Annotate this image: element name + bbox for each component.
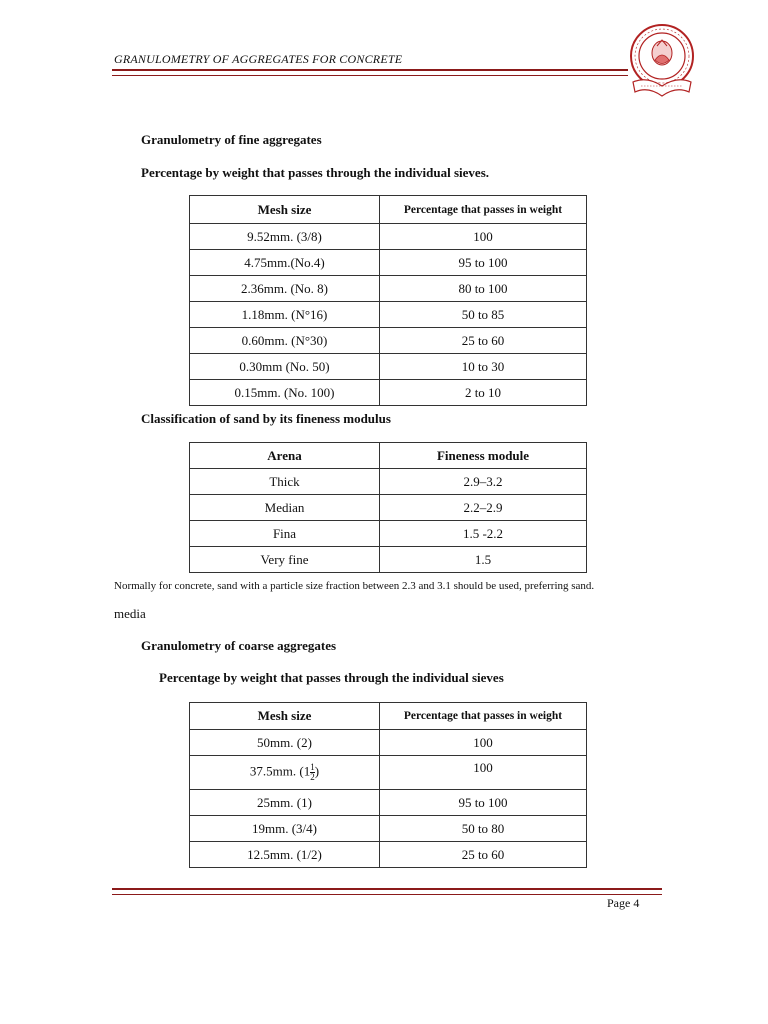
- percentage-cell: 25 to 60: [380, 842, 587, 868]
- mesh-size-cell: 2.36mm. (No. 8): [190, 276, 380, 302]
- mesh-size-cell: 0.15mm. (No. 100): [190, 380, 380, 406]
- percentage-cell: 25 to 60: [380, 328, 587, 354]
- sand-note-paragraph: Normally for concrete, sand with a particle size fraction between 2.3 and 3.1 should be used, preferring sand.: [114, 580, 595, 592]
- table-row: [190, 790, 587, 816]
- mesh-size-cell: 1.18mm. (N°16): [190, 302, 380, 328]
- sand-type-cell: Thick: [190, 469, 380, 495]
- percentage-cell: 80 to 100: [380, 276, 587, 302]
- percentage-cell: 100: [380, 224, 587, 250]
- table-row: [190, 842, 587, 868]
- table-row: [190, 730, 587, 756]
- fraction-numerator: 1: [310, 762, 315, 772]
- coarse-aggregates-subheading: Percentage by weight that passes through the individual sieves: [159, 670, 504, 685]
- percentage-cell: 95 to 100: [380, 250, 587, 276]
- footer-rule: [112, 888, 662, 895]
- fine-aggregates-heading: [136, 132, 322, 148]
- column-header-mesh-size: Mesh size: [190, 196, 380, 224]
- mesh-size-cell: 12.5mm. (1/2): [190, 842, 380, 868]
- fineness-value-cell: 2.9–3.2: [380, 469, 587, 495]
- table-row: [190, 547, 587, 573]
- column-header-arena: Arena: [190, 443, 380, 469]
- table-row: [190, 276, 587, 302]
- percentage-cell: 100: [380, 756, 587, 790]
- fineness-value-cell: 1.5 -2.2: [380, 521, 587, 547]
- table-row: [190, 302, 587, 328]
- mesh-size-text: 37.5mm. (1: [249, 763, 311, 779]
- column-header-percentage: Percentage that passes in weight: [380, 703, 587, 730]
- fine-aggregates-subheading-text: Percentage by weight that passes through the individual sieves.: [141, 165, 490, 180]
- sand-classification-heading: [136, 411, 391, 427]
- fine-aggregates-subheading: [136, 165, 489, 181]
- mesh-size-cell: 4.75mm.(No.4): [190, 250, 380, 276]
- table-row: [190, 756, 587, 790]
- table-row: [190, 224, 587, 250]
- fineness-value-cell: 1.5: [380, 547, 587, 573]
- running-header-title: GRANULOMETRY OF AGGREGATES FOR CONCRETE: [114, 52, 403, 66]
- table-row: [190, 250, 587, 276]
- mesh-size-cell: 19mm. (3/4): [190, 816, 380, 842]
- table-row: [190, 354, 587, 380]
- percentage-cell: 100: [380, 730, 587, 756]
- column-header-percentage: Percentage that passes in weight: [380, 196, 587, 224]
- sand-type-cell: Median: [190, 495, 380, 521]
- mesh-size-cell: 0.60mm. (N°30): [190, 328, 380, 354]
- percentage-cell: 95 to 100: [380, 790, 587, 816]
- table-row: [190, 495, 587, 521]
- table-row: [190, 380, 587, 406]
- table-header-row: [190, 703, 587, 730]
- fine-aggregates-table: [189, 195, 587, 406]
- table-row: [190, 521, 587, 547]
- column-header-mesh-size: Mesh size: [190, 703, 380, 730]
- header-rule: [112, 69, 628, 76]
- table-row: [190, 816, 587, 842]
- sand-fineness-table: [189, 442, 587, 573]
- column-header-fineness-module: Fineness module: [380, 443, 587, 469]
- university-seal-icon: [627, 20, 697, 102]
- sand-classification-heading-text: Classification of sand by its fineness modulus: [141, 411, 391, 426]
- coarse-aggregates-table: [189, 702, 587, 868]
- fraction-close-paren: ): [314, 763, 320, 779]
- table-header-row: [190, 196, 587, 224]
- percentage-cell: 10 to 30: [380, 354, 587, 380]
- mesh-size-cell: 0.30mm (No. 50): [190, 354, 380, 380]
- percentage-cell: 50 to 80: [380, 816, 587, 842]
- fineness-value-cell: 2.2–2.9: [380, 495, 587, 521]
- coarse-aggregates-heading: [136, 638, 336, 654]
- mesh-size-cell: [190, 756, 380, 790]
- percentage-cell: 2 to 10: [380, 380, 587, 406]
- coarse-aggregates-heading-text: Granulometry of coarse aggregates: [141, 638, 337, 653]
- percentage-cell: 50 to 85: [380, 302, 587, 328]
- mesh-size-cell: 50mm. (2): [190, 730, 380, 756]
- mesh-size-cell: 9.52mm. (3/8): [190, 224, 380, 250]
- table-header-row: [190, 443, 587, 469]
- page-number: Page 4: [607, 896, 640, 910]
- mesh-size-cell: 25mm. (1): [190, 790, 380, 816]
- table-row: [190, 469, 587, 495]
- sand-type-cell: Fina: [190, 521, 380, 547]
- sand-note-continuation: media: [114, 606, 146, 621]
- fine-aggregates-heading-text: Granulometry of fine aggregates: [141, 132, 322, 147]
- sand-type-cell: Very fine: [190, 547, 380, 573]
- fraction-denominator: 2: [310, 772, 315, 782]
- table-row: [190, 328, 587, 354]
